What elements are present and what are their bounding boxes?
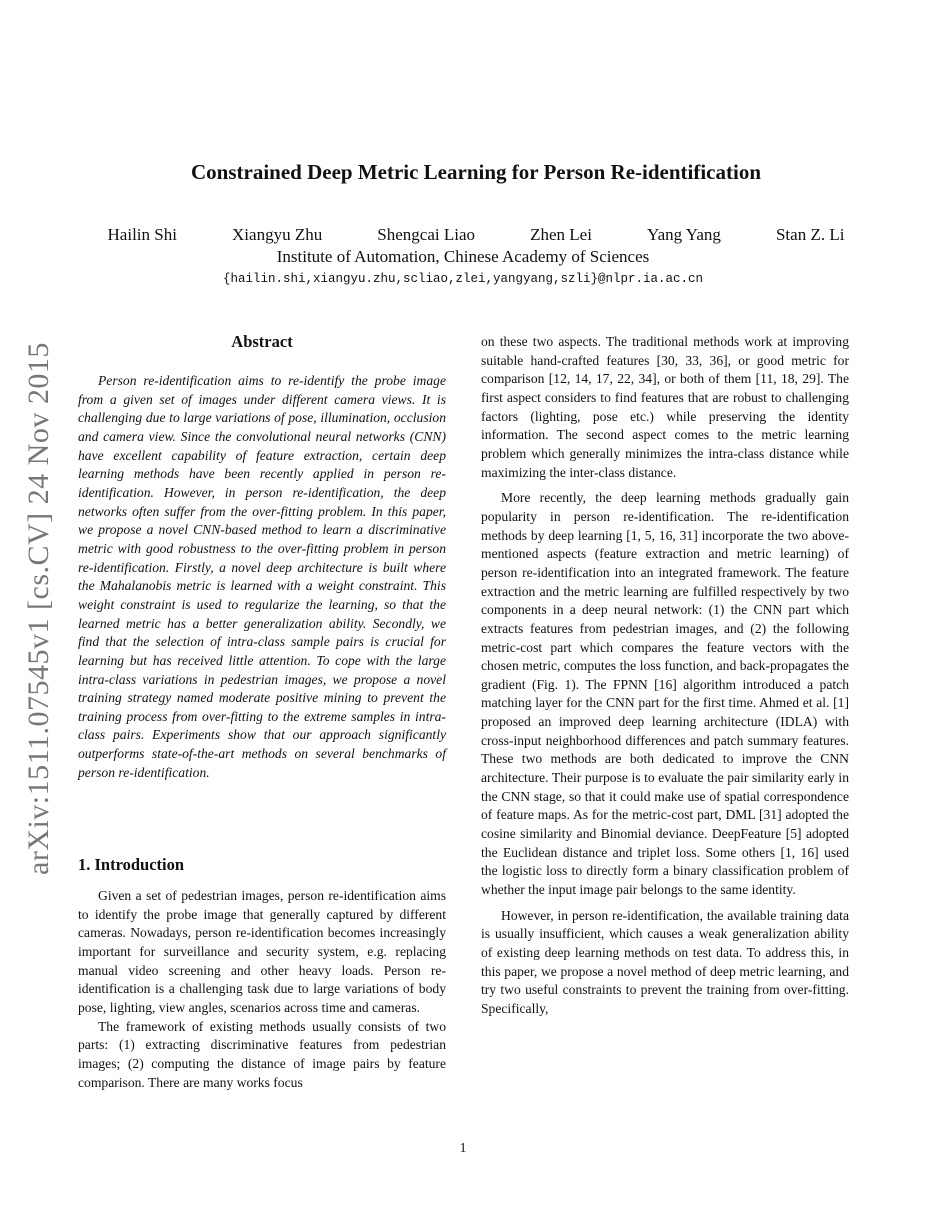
page-number: 1 [459, 1140, 467, 1155]
author-name: Stan Z. Li [775, 225, 845, 244]
body-paragraph: However, in person re-identification, the available training data is usually insufficient, which causes a weak generalization ability of existing deep learning methods on test data. To address this, in this paper, we propose a novel method of deep metric learning, and try two useful constraints to prevent the training from over-fitting. Specifically, [481, 907, 849, 1016]
paper-title: Constrained Deep Metric Learning for Person Re-identification [190, 160, 761, 184]
body-paragraph: More recently, the deep learning methods gradually gain popularity in person re-identification. The re-identification methods by deep learning [1, 5, 16, 31] incorporate the two above-mentioned aspects (feature extraction and metric learning) of person re-identification into an integrated framework. The feature extraction and the metric learning are fulfilled respectively by two components in a deep neural network: (1) the CNN part which extracts features from pedestrian images, and (2) the following metric-cost part which compares the feature vectors with the chosen metric, computes the loss function, and back-propagates the gradient (Fig. 1). The FPNN [16] algorithm introduced a patch matching layer for the CNN part for the first time. Ahmed et al. [1] proposed an improved deep learning architecture (IDLA) with cross-input neighborhood differences and patch summary features. These two methods are both dedicated to improve the CNN architecture. Their purpose is to evaluate the pair similarity early in the CNN stage, so that it could make use of spatial correspondence of feature maps. As for the metric-cost part, DML [31] adopted the cosine similarity and Binomial deviance. DeepFeature [5] adopted the Euclidean distance and triplet loss. Some others [1, 16] used the logistic loss to directly form a binary classification problem of whether the input image pair belongs to the same identity. [481, 490, 849, 898]
author-name: Hailin Shi [107, 225, 177, 244]
introduction-left-column [78, 887, 446, 1092]
introduction-right-column [481, 333, 849, 1019]
author-emails: {hailin.shi,xiangyu.zhu,scliao,zlei,yangyang,szli}@nlpr.ia.ac.cn [222, 272, 704, 286]
affiliation: Institute of Automation, Chinese Academy of Sciences [276, 247, 650, 266]
abstract-body [78, 372, 446, 782]
abstract-heading: Abstract [231, 332, 293, 351]
body-paragraph: on these two aspects. The traditional methods work at improving suitable hand-crafted features [30, 33, 36], or good metric for comparison [12, 14, 17, 22, 34], or both of them [11, 18, 29]. The first aspect considers to find features that are robust to challenging factors (lighting, pose etc.) while preserving the identity information. The second aspect comes to the metric learning problem which generally minimizes the intra-class distance while maximizing the inter-class distance. [481, 334, 849, 480]
author-name: Xiangyu Zhu [232, 225, 323, 244]
author-name: Yang Yang [647, 225, 721, 244]
author-name: Shengcai Liao [377, 225, 476, 244]
intro-paragraph: Given a set of pedestrian images, person re-identification aims to identify the probe image that generally captured by different cameras. Nowadays, person re-identification becomes increasingly important for surveillance and security system, e.g. replacing manual video screening and other heavy loads. Person re-identification is a challenging task due to large variations of body pose, lighting, view angles, scenarios across time and cameras. [78, 888, 446, 1015]
author-name: Zhen Lei [530, 225, 592, 244]
intro-paragraph: The framework of existing methods usually consists of two parts: (1) extracting discriminative features from pedestrian images; (2) computing the distance of image pairs by feature comparison. There are many works focus [78, 1018, 446, 1090]
section-heading: 1. Introduction [78, 855, 185, 874]
arxiv-identifier: arXiv:1511.07545v1 [cs.CV] 24 Nov 2015 [22, 342, 55, 875]
abstract-paragraph: Person re-identification aims to re-identify the probe image from a given set of images under different camera views. It is challenging due to large variations of pose, illumination, occlusion and camera view. Since the convolutional neural networks (CNN) have excellent capability of feature extraction, certain deep learning methods have been recently applied in person re-identification. However, in person re-identification, the deep networks often suffer from the over-fitting problem. In this paper, we propose a novel CNN-based method to learn a discriminative metric with good robustness to the over-fitting problem in person re-identification. Firstly, a novel deep architecture is built where the Mahalanobis metric is learned with a weight constraint. This weight constraint is used to regularize the learning, so that the learned metric has a better generalization ability. Secondly, we find that the selection of intra-class sample pairs is crucial for learning but has received little attention. To cope with the large intra-class variations in pedestrian images, we propose a novel training strategy named moderate positive mining to prevent the training process from over-fitting to the extreme samples in intra-class pairs. Experiments show that our approach significantly outperforms state-of-the-art methods on several benchmarks of person re-identification. [78, 373, 446, 780]
author-list [80, 225, 872, 245]
